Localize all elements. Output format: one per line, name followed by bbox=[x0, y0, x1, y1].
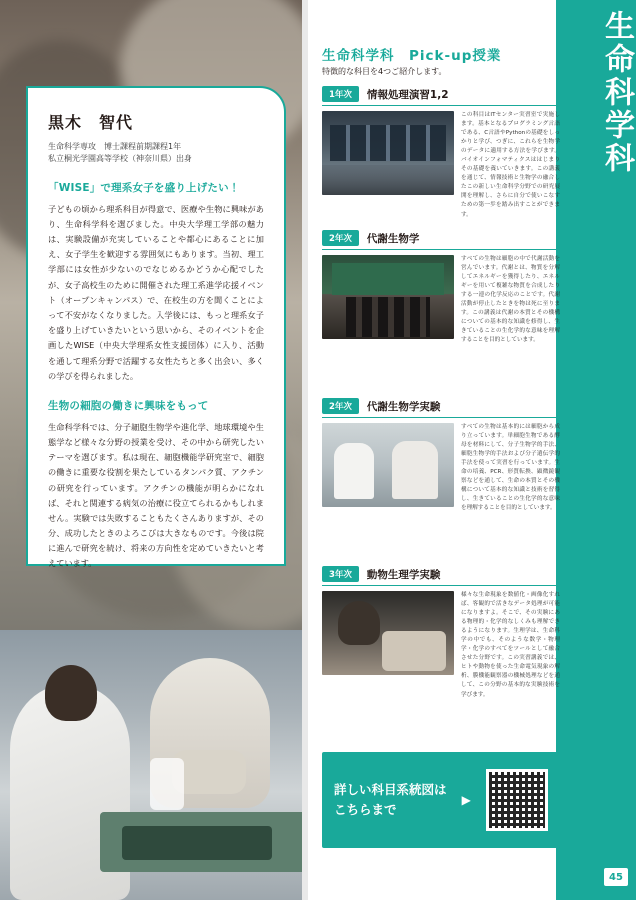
cta-line-1: 詳しい科目系統図は bbox=[334, 782, 447, 797]
course-block-2 bbox=[322, 230, 560, 345]
course-description: この科目はITセンター実習室で実施します。基本となるプログラミング言語である、C言語やPythonの基礎をしっかりと学び、つぎに、これらを生物学のデータに適用する方法を学びます。バイオインフォマティクスははじまりその基礎を養いていきます。この講義を通じて、情報技術と生物学の融合したこの新しい生命科学分野での研究展開を理解し、さらに自分で使いこなすための第一歩を踏み出すことができます。 bbox=[461, 112, 560, 218]
course-year-badge: 3年次 bbox=[322, 566, 359, 582]
cta-text bbox=[334, 780, 447, 820]
course-block-3 bbox=[322, 398, 560, 513]
page-number: 45 bbox=[604, 868, 628, 886]
course-header bbox=[322, 86, 560, 106]
qr-code-pattern bbox=[489, 772, 545, 828]
course-header bbox=[322, 230, 560, 250]
pickup-section-title: 生命科学科 Pick-up授業 bbox=[322, 48, 502, 64]
pickup-section-subtitle: 特徴的な科目を4つご紹介します。 bbox=[322, 67, 447, 76]
course-photo-computer-room bbox=[322, 111, 454, 195]
course-description: すべての生物は基本的には細胞から成り立っています。単細胞生物である酵母を材料にして、分子生物学的手法、細胞生物学的手法および分子遺伝学的手法を使って実習を行っています。生命の培養、PCR、形質転換、顕微鏡観察などを通して、生命の本質とその機構について基本的な知識と技術を習得し、生きていることの生化学的な意味を理解することを目的としています。 bbox=[461, 424, 560, 512]
department-vertical-title: 生命科学科 bbox=[599, 10, 634, 175]
left-column bbox=[0, 0, 308, 900]
course-year-badge: 2年次 bbox=[322, 230, 359, 246]
course-body bbox=[322, 255, 560, 345]
student-profile-card bbox=[26, 86, 286, 569]
course-year-badge: 1年次 bbox=[322, 86, 359, 102]
course-block-1 bbox=[322, 86, 560, 220]
right-column bbox=[308, 0, 636, 900]
course-name: 代謝生物学実験 bbox=[366, 400, 441, 413]
affiliation-line-2: 私立桐光学園高等学校（神奈川県）出身 bbox=[48, 154, 192, 164]
course-photo-microscope bbox=[322, 591, 454, 675]
course-description: 様々な生命現象を数値化・画像化すれば、客観的で活きなデータ処理が可能になりますよ。そこで、その実験にある物理的・化学的なしくみも理解できるようになります。生理学は、生命科学の中でも、そのような数学・物理学・化学のすべてをツールとして融合させた分野です。この実習講義では、ヒトや動物を使った生命電気現象の解析、膜機能観察器の機械処理などを通して、この分野の基本的な実験技術を学びます。 bbox=[461, 592, 560, 698]
cta-line-2: こちらまで bbox=[334, 802, 397, 817]
course-header bbox=[322, 398, 560, 418]
lab-bottle-shape bbox=[150, 758, 184, 810]
profile-body-2: 生命科学科では、分子細胞生物学や進化学、地球環境や生態学など様々な分野の授業を受け、その中から研究したいテーマを選びます。私は現在、細胞機能学研究室で、細胞の働きに重要な役割を果たしているタンパク質、アクチンの研究を行っています。アクチンの機能が明らかになれば、それと関連する病気の治療に役立てられるかもしれません。実験では失敗することもたくさんありますが、その分、成功したときのよろこびは大きなものです。今後は院に進んで研究を続け、将来の方向性を定めていきたいと考えています。 bbox=[48, 421, 264, 569]
laboratory-photo bbox=[0, 630, 308, 900]
course-body bbox=[322, 111, 560, 220]
syllabus-cta-panel[interactable] bbox=[322, 752, 560, 848]
course-body bbox=[322, 423, 560, 513]
course-name: 動物生理学実験 bbox=[366, 568, 441, 581]
arrow-right-icon: ▶ bbox=[461, 793, 471, 807]
affiliation-line-1: 生命科学専攻 博士課程前期課程1年 bbox=[48, 142, 182, 151]
course-name: 代謝生物学 bbox=[366, 232, 420, 245]
course-photo-lecture-hall bbox=[322, 255, 454, 339]
profile-heading-2: 生物の細胞の働きに興味をもって bbox=[48, 399, 209, 412]
lab-person-head-shape bbox=[45, 665, 97, 721]
student-name: 黒木 智代 bbox=[48, 113, 134, 132]
course-name: 情報処理演習1,2 bbox=[366, 88, 449, 101]
course-header bbox=[322, 566, 560, 586]
student-affiliation bbox=[48, 141, 264, 166]
profile-heading-1: 「WISE」で理系女子を盛り上げたい！ bbox=[48, 181, 240, 194]
qr-code-icon[interactable] bbox=[486, 769, 548, 831]
course-year-badge: 2年次 bbox=[322, 398, 359, 414]
lab-bench-inner-shape bbox=[122, 826, 272, 860]
course-description: すべての生物は細胞の中で代謝活動を営んでいます。代謝とは、物質を分解してエネルギーを獲得したり、エネルギーを用いて複雑な物質を合成したりする一連の化学反応のことです。代謝活動が停止したときを物は死に至ります。この講義は代謝の本質とその機構についての基本的な知識を修得し、生きていることの生化学的な意味を理解することを目的としています。 bbox=[461, 256, 560, 344]
course-photo-laboratory bbox=[322, 423, 454, 507]
course-block-4 bbox=[322, 566, 560, 700]
course-body bbox=[322, 591, 560, 700]
profile-body-1: 子どもの頃から理系科目が得意で、医療や生物に興味があり、生命科学科を選びました。中央大学理工学部の魅力は、実験設備が充実していることや都心にあることに加え、女子学生を歓迎する雰囲気にもあります。当初、理工学部には女性が少ないのでなじめるかどうか心配でしたが、女子高校生のために開催された理工系進学応援イベント（オープンキャンパス）で、在校生の方を聞くことによって不安がなくなりました。入学後には、もっと理系女子を盛り上げていきたいという思いから、そのイベントを企画したWISE（中央大学理系女性支援団体）に入り、活動を通して理系分野で活躍する女性たちと多く出会い、多くの学びを得られました。 bbox=[48, 203, 264, 381]
